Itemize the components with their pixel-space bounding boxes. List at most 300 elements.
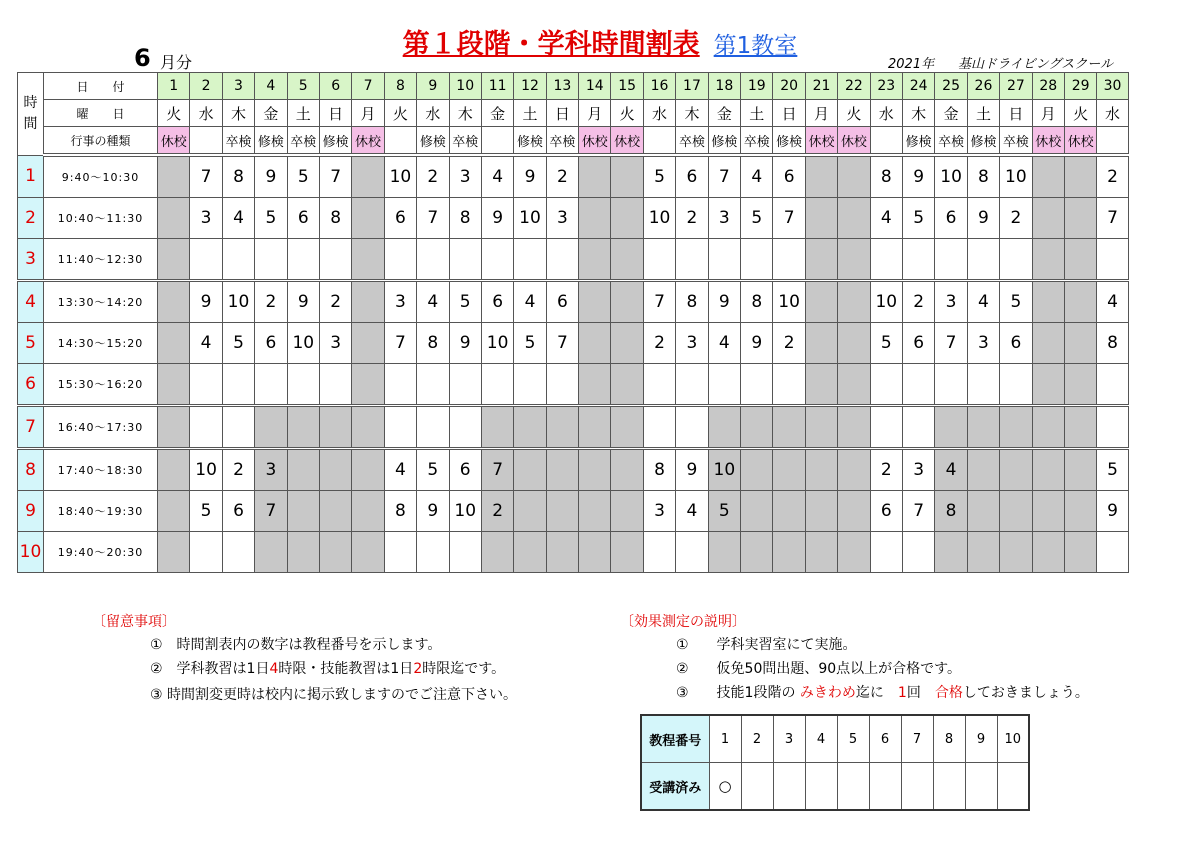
period-row [18,239,1129,281]
title-room: 第1教室 [713,33,798,59]
date-cell: 5 [287,73,319,100]
weekday-cell: 日 [773,100,805,127]
lesson-cell [611,323,643,364]
lesson-cell: 8 [1097,323,1128,364]
note-highlight: 4 [269,661,279,677]
lesson-cell: 4 [708,323,740,364]
weekday-row [18,100,1129,127]
lesson-cell [935,364,967,406]
lesson-cell: 7 [546,323,578,364]
lesson-cell [579,155,611,198]
period-time: 15:30～16:20 [44,364,158,406]
lesson-cell [449,239,481,281]
lesson-cell: 8 [384,491,416,532]
lesson-cell [676,406,708,449]
lesson-cell [1032,532,1064,573]
lesson-cell: 6 [384,198,416,239]
weekday-row-label: 曜 日 [44,100,158,127]
date-cell: 19 [741,73,773,100]
progress-label-done: 受講済み [641,763,709,811]
lesson-cell [158,364,190,406]
lesson-cell: 9 [417,491,449,532]
lesson-cell [805,281,837,323]
lesson-cell [1064,323,1096,364]
lesson-cell [708,239,740,281]
lesson-cell: 6 [255,323,287,364]
lesson-cell [417,406,449,449]
progress-label-number: 教程番号 [641,715,709,763]
lesson-cell: 5 [222,323,254,364]
lesson-cell: 9 [967,198,999,239]
lesson-cell: 5 [449,281,481,323]
lesson-cell: 6 [773,155,805,198]
lesson-cell [1097,532,1128,573]
event-cell [190,127,222,156]
lesson-cell [1064,449,1096,491]
lesson-cell [708,532,740,573]
lesson-cell: 6 [902,323,934,364]
lesson-cell [1032,406,1064,449]
date-cell: 30 [1097,73,1128,100]
lesson-cell [611,155,643,198]
lesson-cell: 2 [546,155,578,198]
weekday-cell: 月 [352,100,384,127]
lesson-number-cell: 3 [773,715,805,763]
lesson-cell [643,406,675,449]
lesson-cell [1000,239,1032,281]
school-name: 基山ドライビングスクール [958,57,1113,72]
lesson-cell: 10 [708,449,740,491]
lesson-cell [1000,491,1032,532]
weekday-cell: 土 [287,100,319,127]
period-time: 11:40～12:30 [44,239,158,281]
period-time: 18:40～19:30 [44,491,158,532]
event-cell: 卒検 [222,127,254,156]
lesson-cell: 4 [384,449,416,491]
lesson-cell [643,364,675,406]
date-cell: 29 [1064,73,1096,100]
lesson-cell: 6 [287,198,319,239]
completed-cell [933,763,965,811]
lesson-cell: 5 [417,449,449,491]
lesson-cell [319,239,351,281]
weekday-cell: 金 [708,100,740,127]
lesson-cell [935,239,967,281]
lesson-cell: 9 [708,281,740,323]
lesson-cell: 4 [190,323,222,364]
lesson-cell [190,532,222,573]
lesson-cell: 10 [287,323,319,364]
event-cell [1097,127,1128,156]
lesson-number-cell: 1 [709,715,741,763]
period-time: 17:40～18:30 [44,449,158,491]
lesson-cell: 9 [190,281,222,323]
lesson-cell [255,239,287,281]
period-row [18,323,1129,364]
progress-table [640,714,1030,811]
date-cell: 25 [935,73,967,100]
lesson-cell: 7 [417,198,449,239]
lesson-cell: 5 [870,323,902,364]
lesson-cell [287,491,319,532]
lesson-cell [741,491,773,532]
lesson-cell [1000,532,1032,573]
lesson-cell [352,406,384,449]
note-text: しておきましょう。 [962,685,1089,701]
lesson-cell [190,239,222,281]
lesson-cell [902,364,934,406]
progress-done-row [641,763,1029,811]
lesson-cell: 2 [870,449,902,491]
lesson-cell: 10 [190,449,222,491]
lesson-cell: 3 [676,323,708,364]
date-row-label: 日 付 [44,73,158,100]
weekday-cell: 水 [643,100,675,127]
lesson-cell [255,406,287,449]
date-cell: 4 [255,73,287,100]
lesson-cell [838,364,870,406]
event-row-label: 行事の種類 [44,127,158,156]
lesson-cell [838,239,870,281]
lesson-cell [352,532,384,573]
lesson-cell [352,364,384,406]
lesson-cell: 10 [773,281,805,323]
lesson-cell [1000,449,1032,491]
lesson-cell [805,532,837,573]
date-cell: 21 [805,73,837,100]
period-row [18,449,1129,491]
notes-right-heading: 〔効果測定の説明〕 [620,614,746,630]
note-text: ② 学科教習は1日 [150,661,270,677]
lesson-number-cell: 2 [741,715,773,763]
lesson-cell [1064,198,1096,239]
lesson-cell [579,281,611,323]
notes-left-line2 [150,658,505,678]
lesson-cell [319,491,351,532]
lesson-cell [611,406,643,449]
weekday-cell: 金 [481,100,513,127]
date-cell: 8 [384,73,416,100]
date-cell: 11 [481,73,513,100]
lesson-cell [805,491,837,532]
lesson-cell [546,449,578,491]
month-number: 6 [134,44,151,72]
lesson-cell [222,532,254,573]
lesson-number-cell: 8 [933,715,965,763]
lesson-cell: 8 [741,281,773,323]
lesson-cell [1032,449,1064,491]
lesson-cell [319,532,351,573]
lesson-cell: 7 [773,198,805,239]
lesson-cell [255,532,287,573]
date-row [18,73,1129,100]
lesson-cell: 2 [319,281,351,323]
lesson-cell [935,406,967,449]
lesson-cell [870,239,902,281]
lesson-cell: 2 [643,323,675,364]
weekday-cell: 水 [1097,100,1128,127]
lesson-cell [1097,364,1128,406]
event-cell: 修検 [902,127,934,156]
date-cell: 1 [158,73,190,100]
weekday-cell: 金 [255,100,287,127]
lesson-cell [741,449,773,491]
lesson-cell: 9 [676,449,708,491]
lesson-cell [514,239,546,281]
lesson-cell [546,406,578,449]
lesson-number-cell: 6 [869,715,901,763]
event-cell: 修検 [773,127,805,156]
lesson-cell: 3 [643,491,675,532]
lesson-cell [222,239,254,281]
lesson-cell [384,532,416,573]
lesson-cell: 5 [643,155,675,198]
lesson-cell [481,406,513,449]
lesson-cell [902,532,934,573]
notes-right-line3 [676,682,1089,702]
lesson-cell: 8 [870,155,902,198]
weekday-cell: 金 [935,100,967,127]
date-cell: 14 [579,73,611,100]
lesson-cell: 10 [481,323,513,364]
lesson-cell [449,532,481,573]
lesson-cell [1064,491,1096,532]
lesson-cell [643,239,675,281]
weekday-cell: 日 [1000,100,1032,127]
lesson-cell [514,406,546,449]
lesson-cell: 7 [1097,198,1128,239]
weekday-cell: 水 [190,100,222,127]
lesson-cell: 3 [255,449,287,491]
lesson-cell [352,239,384,281]
completed-cell [869,763,901,811]
lesson-cell: 9 [514,155,546,198]
lesson-cell: 9 [287,281,319,323]
date-cell: 7 [352,73,384,100]
lesson-cell: 2 [902,281,934,323]
period-time: 14:30～15:20 [44,323,158,364]
lesson-cell [158,532,190,573]
lesson-cell [676,239,708,281]
lesson-cell: 2 [222,449,254,491]
event-cell: 修検 [514,127,546,156]
lesson-cell: 6 [449,449,481,491]
lesson-cell [190,364,222,406]
lesson-cell: 4 [676,491,708,532]
weekday-cell: 火 [384,100,416,127]
lesson-cell [158,323,190,364]
period-number: 10 [18,532,44,573]
lesson-cell: 6 [1000,323,1032,364]
lesson-cell: 9 [449,323,481,364]
lesson-cell [838,532,870,573]
lesson-cell: 7 [255,491,287,532]
event-cell: 修検 [319,127,351,156]
lesson-cell [741,364,773,406]
lesson-cell: 2 [676,198,708,239]
period-row [18,281,1129,323]
date-cell: 3 [222,73,254,100]
lesson-cell [708,364,740,406]
lesson-cell: 5 [1000,281,1032,323]
notes-left-heading: 〔留意事項〕 [92,614,176,630]
lesson-cell: 9 [1097,491,1128,532]
lesson-cell [449,364,481,406]
lesson-cell: 4 [935,449,967,491]
date-cell: 26 [967,73,999,100]
period-row [18,532,1129,573]
lesson-number-cell: 9 [965,715,997,763]
lesson-cell [319,449,351,491]
lesson-cell: 2 [255,281,287,323]
period-number: 3 [18,239,44,281]
lesson-cell: 6 [870,491,902,532]
lesson-cell: 5 [190,491,222,532]
lesson-cell: 7 [319,155,351,198]
lesson-cell [287,532,319,573]
weekday-cell: 土 [967,100,999,127]
lesson-cell [773,449,805,491]
event-cell: 休校 [352,127,384,156]
period-time: 9:40～10:30 [44,155,158,198]
lesson-cell [708,406,740,449]
lesson-cell: 4 [481,155,513,198]
lesson-cell [676,364,708,406]
weekday-cell: 日 [319,100,351,127]
weekday-cell: 月 [1032,100,1064,127]
weekday-cell: 火 [611,100,643,127]
lesson-cell [514,532,546,573]
period-number: 1 [18,155,44,198]
lesson-cell: 4 [1097,281,1128,323]
event-cell: 卒検 [1000,127,1032,156]
date-cell: 27 [1000,73,1032,100]
notes-right-line1: ① 学科実習室にて実施。 [676,637,857,653]
lesson-cell [773,491,805,532]
lesson-cell [805,364,837,406]
lesson-cell [287,239,319,281]
lesson-cell: 3 [449,155,481,198]
lesson-cell: 3 [902,449,934,491]
lesson-cell: 2 [481,491,513,532]
lesson-cell [773,364,805,406]
lesson-cell [1032,281,1064,323]
lesson-cell: 7 [935,323,967,364]
lesson-cell: 3 [967,323,999,364]
period-number: 7 [18,406,44,449]
period-row [18,364,1129,406]
event-cell: 休校 [158,127,190,156]
lesson-cell: 5 [1097,449,1128,491]
lesson-cell [838,281,870,323]
lesson-cell: 9 [255,155,287,198]
lesson-cell [384,364,416,406]
lesson-cell: 4 [741,155,773,198]
lesson-cell [967,406,999,449]
side-label-period: 時 間 [18,73,44,156]
lesson-cell: 9 [481,198,513,239]
event-cell: 休校 [611,127,643,156]
lesson-cell [287,364,319,406]
lesson-cell: 10 [222,281,254,323]
lesson-cell [773,532,805,573]
lesson-cell [158,449,190,491]
date-cell: 18 [708,73,740,100]
lesson-cell: 5 [902,198,934,239]
note-text: 時限・技能教習は1日 [278,661,414,677]
lesson-cell [805,406,837,449]
weekday-cell: 水 [417,100,449,127]
lesson-number-cell: 5 [837,715,869,763]
event-cell: 休校 [579,127,611,156]
lesson-cell [773,239,805,281]
lesson-cell [352,323,384,364]
completed-cell [805,763,837,811]
lesson-cell: 10 [643,198,675,239]
lesson-cell [579,323,611,364]
lesson-cell: 8 [222,155,254,198]
notes-left-line1: ① 時間割表内の数字は教程番号を示します。 [150,637,442,653]
title-main: 第１段階・学科時間割表 [402,29,700,60]
date-cell: 16 [643,73,675,100]
completed-cell [773,763,805,811]
lesson-cell: 8 [417,323,449,364]
lesson-cell [287,449,319,491]
completed-cell [837,763,869,811]
lesson-cell [838,406,870,449]
period-number: 9 [18,491,44,532]
event-cell: 休校 [838,127,870,156]
date-cell: 6 [319,73,351,100]
lesson-cell [967,239,999,281]
lesson-cell: 3 [190,198,222,239]
lesson-cell: 2 [1097,155,1128,198]
lesson-cell: 3 [546,198,578,239]
lesson-cell [838,198,870,239]
weekday-cell: 日 [546,100,578,127]
lesson-cell [579,532,611,573]
lesson-cell [481,239,513,281]
lesson-cell [611,364,643,406]
lesson-cell [741,532,773,573]
period-row [18,406,1129,449]
date-cell: 9 [417,73,449,100]
period-row [18,491,1129,532]
lesson-cell: 4 [967,281,999,323]
weekday-cell: 月 [579,100,611,127]
event-cell: 休校 [805,127,837,156]
lesson-cell [773,406,805,449]
period-number: 8 [18,449,44,491]
date-cell: 2 [190,73,222,100]
lesson-cell: 8 [967,155,999,198]
lesson-cell [481,532,513,573]
lesson-cell: 2 [1000,198,1032,239]
lesson-cell: 5 [708,491,740,532]
lesson-cell [158,198,190,239]
period-time: 13:30～14:20 [44,281,158,323]
lesson-cell [352,491,384,532]
lesson-cell: 7 [190,155,222,198]
period-row [18,198,1129,239]
weekday-cell: 水 [870,100,902,127]
lesson-cell [870,364,902,406]
lesson-cell [352,155,384,198]
lesson-cell: 7 [902,491,934,532]
note-highlight: 1 [897,685,907,701]
lesson-cell: 4 [222,198,254,239]
lesson-cell: 6 [222,491,254,532]
